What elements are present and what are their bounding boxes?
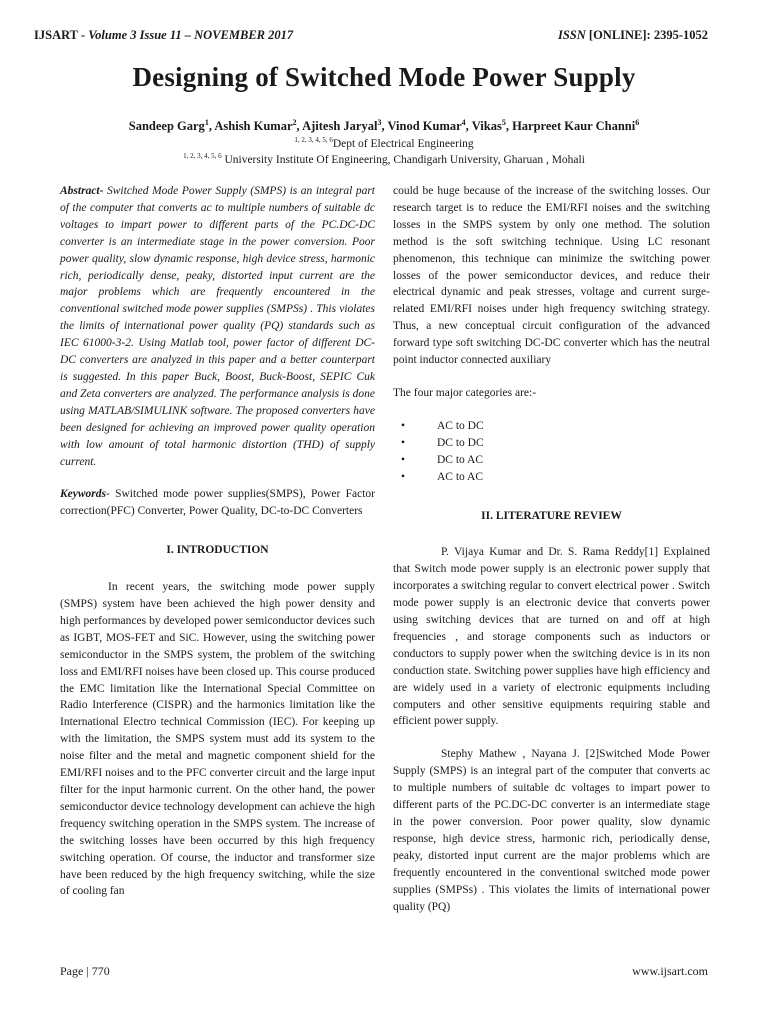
section-heading-introduction: I. INTRODUCTION bbox=[166, 544, 269, 557]
page-footer bbox=[60, 964, 708, 979]
journal-name: IJSART bbox=[34, 28, 78, 42]
abstract-label: Abstract- bbox=[60, 185, 104, 197]
categories-list bbox=[393, 418, 710, 486]
list-item: • DC to AC bbox=[393, 452, 710, 469]
bullet-icon: • bbox=[401, 419, 406, 432]
keywords: Keywords- Switched mode power supplies(SMPS), Power Factor correction(PFC) Converter, Power Quality, DC-to-DC Converters bbox=[60, 488, 375, 518]
issn-label: ISSN bbox=[557, 28, 586, 42]
author: Ashish Kumar bbox=[214, 119, 293, 134]
department-affiliation: $^{1, 2, 3, 4, 5, 6}$Dept of Electrical Engineering bbox=[294, 136, 474, 150]
left-column bbox=[60, 183, 375, 900]
bullet-icon: • bbox=[401, 453, 406, 466]
journal-info: IJSART - Volume 3 Issue 11 – NOVEMBER 2017 bbox=[34, 28, 294, 42]
right-column bbox=[393, 183, 710, 915]
keywords-label: Keywords bbox=[60, 488, 106, 501]
author-list: Sandeep Garg$^1$, Ashish Kumar$^2$, Ajitesh Jaryal$^3$, Vinod Kumar$^4$, Vikas$^5$, Harpreet Kaur Channi$^6$ bbox=[128, 118, 640, 134]
bullet-icon: • bbox=[401, 436, 406, 449]
issn-info bbox=[558, 28, 708, 43]
author: Sandeep Garg bbox=[128, 119, 205, 134]
author: Ajitesh Jaryal bbox=[302, 119, 378, 134]
introduction-text: In recent years, the switching mode power supply (SMPS) system have been achieved the high power density and high performances by developed power semiconductor devices such as IGBT, MOS-FET and SiC. However, using the switching power semiconductor in the SMPS system, the problem of the switching loss and EMI/RFI noises have been closed up. This course produced the EMC limitation like the International Special Committee on Radio Interference (CISPR) and the harmonics limitation like the International Electro technical Commission (IEC). For keeping up with the limitation, the SMPS system must add its system to the noise filter and the metal and magnetic component shield for the EMI/RFI noises and to the PFC converter circuit and the large input filter for the input harmonic current. On the other hand, the power semiconductor device technology development can achieve the high frequency switching operation in the SMPS system. The increase of the switching losses have been occurred by this high frequency switching operation. Of course, the inductor and transformer size have been reduced by the high frequency switching, while the size of cooling fan bbox=[60, 581, 375, 898]
list-item: • DC to DC bbox=[393, 435, 710, 452]
introduction-continuation: could be huge because of the increase of the switching losses. Our research target is to reduce the EMI/RFI noises and the switching losses in the SMPS system by only one method. The solution method is the soft switching technique. Using LC resonant phenomenon, this technique can minimize the switching power losses of the power semiconductor devices, and reduce their electrical dynamic and peak stresses, voltage and current surge-related EMI/RFI noises under high frequency switching strategy. Thus, a new conceptual circuit configuration of the advanced forward type soft switching DC-DC converter which has the neutral point inductor connected auxiliary bbox=[393, 185, 710, 367]
author: Harpreet Kaur Channi bbox=[512, 119, 636, 134]
author: Vikas bbox=[471, 119, 502, 134]
literature-paragraph-1: P. Vijaya Kumar and Dr. S. Rama Reddy[1] Explained that Switch mode power supply is an electronic power supply that incorporates a switching regular to convert electrical power . Switch mode power supply is an electronic device that converts power using switching devices that are turned on and off at high frequencies , and storage components such as inductors or conductors to supply power when the switching device is in its non conduction state. Switching power supplies have high efficiency and are widely used in a variety of electronic equipments including computers and other sensitive equipments requiring stable and efficient power supply. bbox=[393, 546, 710, 728]
page-number: Page | 770 bbox=[60, 964, 110, 978]
list-item: • AC to AC bbox=[393, 469, 710, 486]
running-header bbox=[34, 28, 708, 43]
bullet-icon: • bbox=[401, 470, 406, 483]
abstract: Abstract- Switched Mode Power Supply (SMPS) is an integral part of the computer that converts ac to multiple numbers of suitable dc voltages to impart power to different parts of the PC.DC-DC converter is an intermediate stage in the power conversion. Poor power quality, slow dynamic response, high device stress, harmonic rich, periodically dense, peaky, distorted input current are the major problems which are frequently encountered in the conventional switched mode power supplies (SMPSs) . This violates the limits of international power quality (PQ) standards such as IEC 61000-3-2. Using Matlab tool, power factor of different DC-DC converters are analyzed in this paper and a better counterpart is suggested. In this paper Buck, Boost, Buck-Boost, SEPIC Cuk and Zeta converters are analyzed. The performance analysis is done using MATLAB/SIMULINK software. The proposed converters have been designed for achieving an improved power quality operation with low amount of total harmonic distortion (THD) of supply current. bbox=[60, 185, 375, 468]
literature-paragraph-2: Stephy Mathew , Nayana J. [2]Switched Mode Power Supply (SMPS) is an integral part of the computer that converts ac to multiple numbers of suitable dc voltages to impart power to different parts of the PC.DC-DC converter is an intermediate stage in the power conversion. Poor power quality, slow dynamic response, high device stress, harmonic rich, periodically dense, peaky, distorted input current are the major problems which are frequently encountered in the conventional switched mode power supplies (SMPSs) . This violates the limits of international power quality (PQ) bbox=[393, 748, 710, 913]
journal-issue: Volume 3 Issue 11 – NOVEMBER 2017 bbox=[88, 28, 294, 42]
categories-intro: The four major categories are:- bbox=[393, 386, 537, 399]
website-url: www.ijsart.com bbox=[632, 964, 708, 978]
author: Vinod Kumar bbox=[387, 119, 462, 134]
university-affiliation: $^{1, 2, 3, 4, 5, 6}$ University Institute Of Engineering, Chandigarh University, Gharuan , Mohali bbox=[183, 152, 585, 166]
list-item: • AC to DC bbox=[393, 418, 710, 435]
issn-value: [ONLINE]: 2395-1052 bbox=[588, 28, 708, 42]
paper-title: Designing of Switched Mode Power Supply bbox=[132, 62, 636, 92]
section-heading-literature-review: II. LITERATURE REVIEW bbox=[481, 509, 622, 522]
